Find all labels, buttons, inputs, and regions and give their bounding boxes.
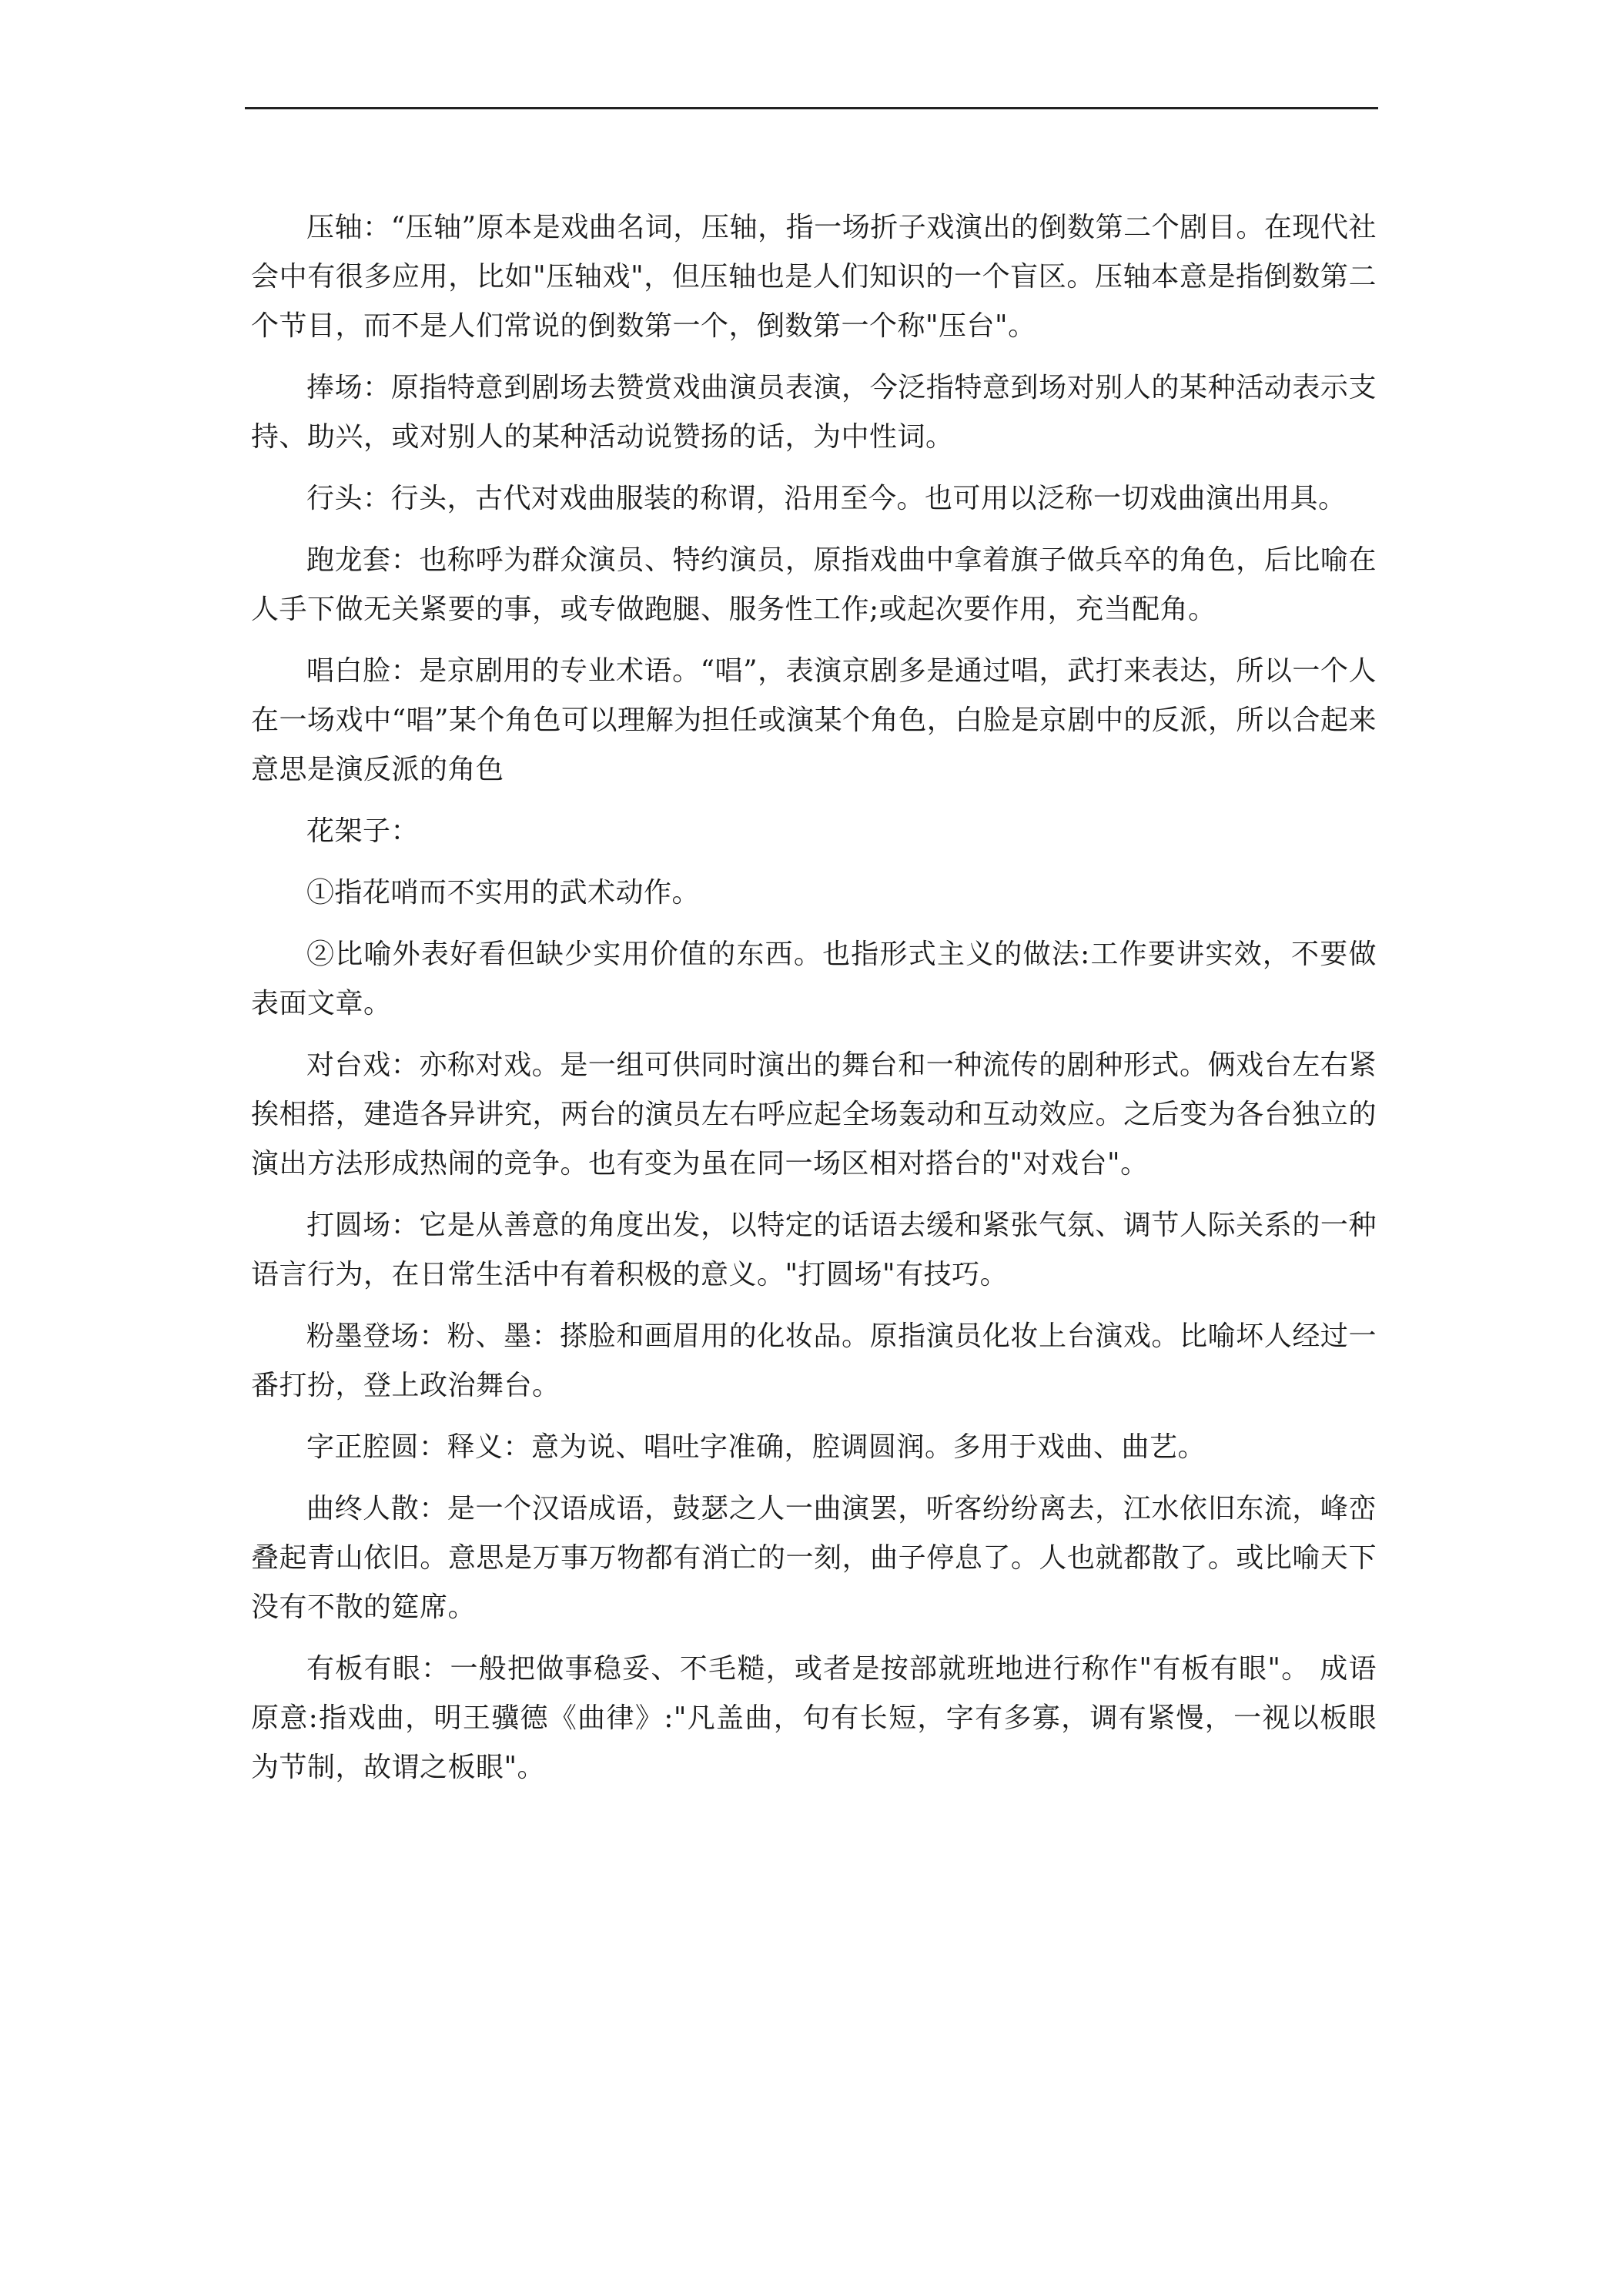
paragraph-duitaixi: 对台戏：亦称对戏。是一组可供同时演出的舞台和一种流传的剧种形式。俩戏台左右紧挨相搭，建造各异讲究，两台的演员左右呼应起全场轰动和互动效应。之后变为各台独立的演出方法形成热闹的竞争。也有变为虽在同一场区相对搭台的"对戏台"。 (251, 1049, 1377, 1180)
header-rule (245, 107, 1378, 109)
paragraph-dayuanchang: 打圆场：它是从善意的角度出发，以特定的话语去缓和紧张气氛、调节人际关系的一种语言行为，在日常生活中有着积极的意义。"打圆场"有技巧。 (251, 1210, 1377, 1290)
paragraph-pengchang: 捧场：原指特意到剧场去赞赏戏曲演员表演，今泛指特意到场对别人的某种活动表示支持、助兴，或对别人的某种活动说赞扬的话，为中性词。 (251, 372, 1377, 453)
paragraph-huajiazi-heading: 花架子： (306, 815, 420, 847)
paragraph-changbailian: 唱白脸：是京剧用的专业术语。“唱”，表演京剧多是通过唱，武打来表达，所以一个人在一场戏中“唱”某个角色可以理解为担任或演某个角色，白脸是京剧中的反派，所以合起来意思是演反派的角色 (251, 655, 1377, 785)
paragraph-yazhou: 压轴：“压轴”原本是戏曲名词，压轴，指一场折子戏演出的倒数第二个剧目。在现代社会中有很多应用，比如"压轴戏"，但压轴也是人们知识的一个盲区。压轴本意是指倒数第二个节目，而不是人们常说的倒数第一个，倒数第一个称"压台"。 (251, 212, 1377, 342)
paragraph-huajiazi-item-1: ①指花哨而不实用的武术动作。 (306, 877, 701, 909)
paragraph-huajiazi-item-2: ②比喻外表好看但缺少实用价值的东西。也指形式主义的做法:工作要讲实效，不要做表面文章。 (251, 939, 1377, 1019)
paragraph-paolongtao: 跑龙套：也称呼为群众演员、特约演员，原指戏曲中拿着旗子做兵卒的角色，后比喻在人手下做无关紧要的事，或专做跑腿、服务性工作;或起次要作用，充当配角。 (251, 544, 1377, 625)
document-body (251, 203, 1377, 1805)
paragraph-youbanyouyan: 有板有眼：一般把做事稳妥、不毛糙，或者是按部就班地进行称作"有板有眼"。 成语原意:指戏曲，明王骥德《曲律》:"凡盖曲，句有长短，字有多寡，调有紧慢，一视以板眼为节制，故谓之板眼"。 (251, 1653, 1377, 1783)
paragraph-zizhengqiangyuan: 字正腔圆：释义：意为说、唱吐字准确，腔调圆润。多用于戏曲、曲艺。 (306, 1431, 1206, 1463)
paragraph-xingtou: 行头：行头，古代对戏曲服装的称谓，沿用至今。也可用以泛称一切戏曲演出用具。 (306, 483, 1347, 514)
paragraph-fenmodengchang: 粉墨登场：粉、墨：搽脸和画眉用的化妆品。原指演员化妆上台演戏。比喻坏人经过一番打扮，登上政治舞台。 (251, 1320, 1377, 1401)
paragraph-quzhongrensan: 曲终人散：是一个汉语成语，鼓瑟之人一曲演罢，听客纷纷离去，江水依旧东流，峰峦叠起青山依旧。意思是万事万物都有消亡的一刻，曲子停息了。人也就都散了。或比喻天下没有不散的筵席。 (251, 1493, 1377, 1623)
